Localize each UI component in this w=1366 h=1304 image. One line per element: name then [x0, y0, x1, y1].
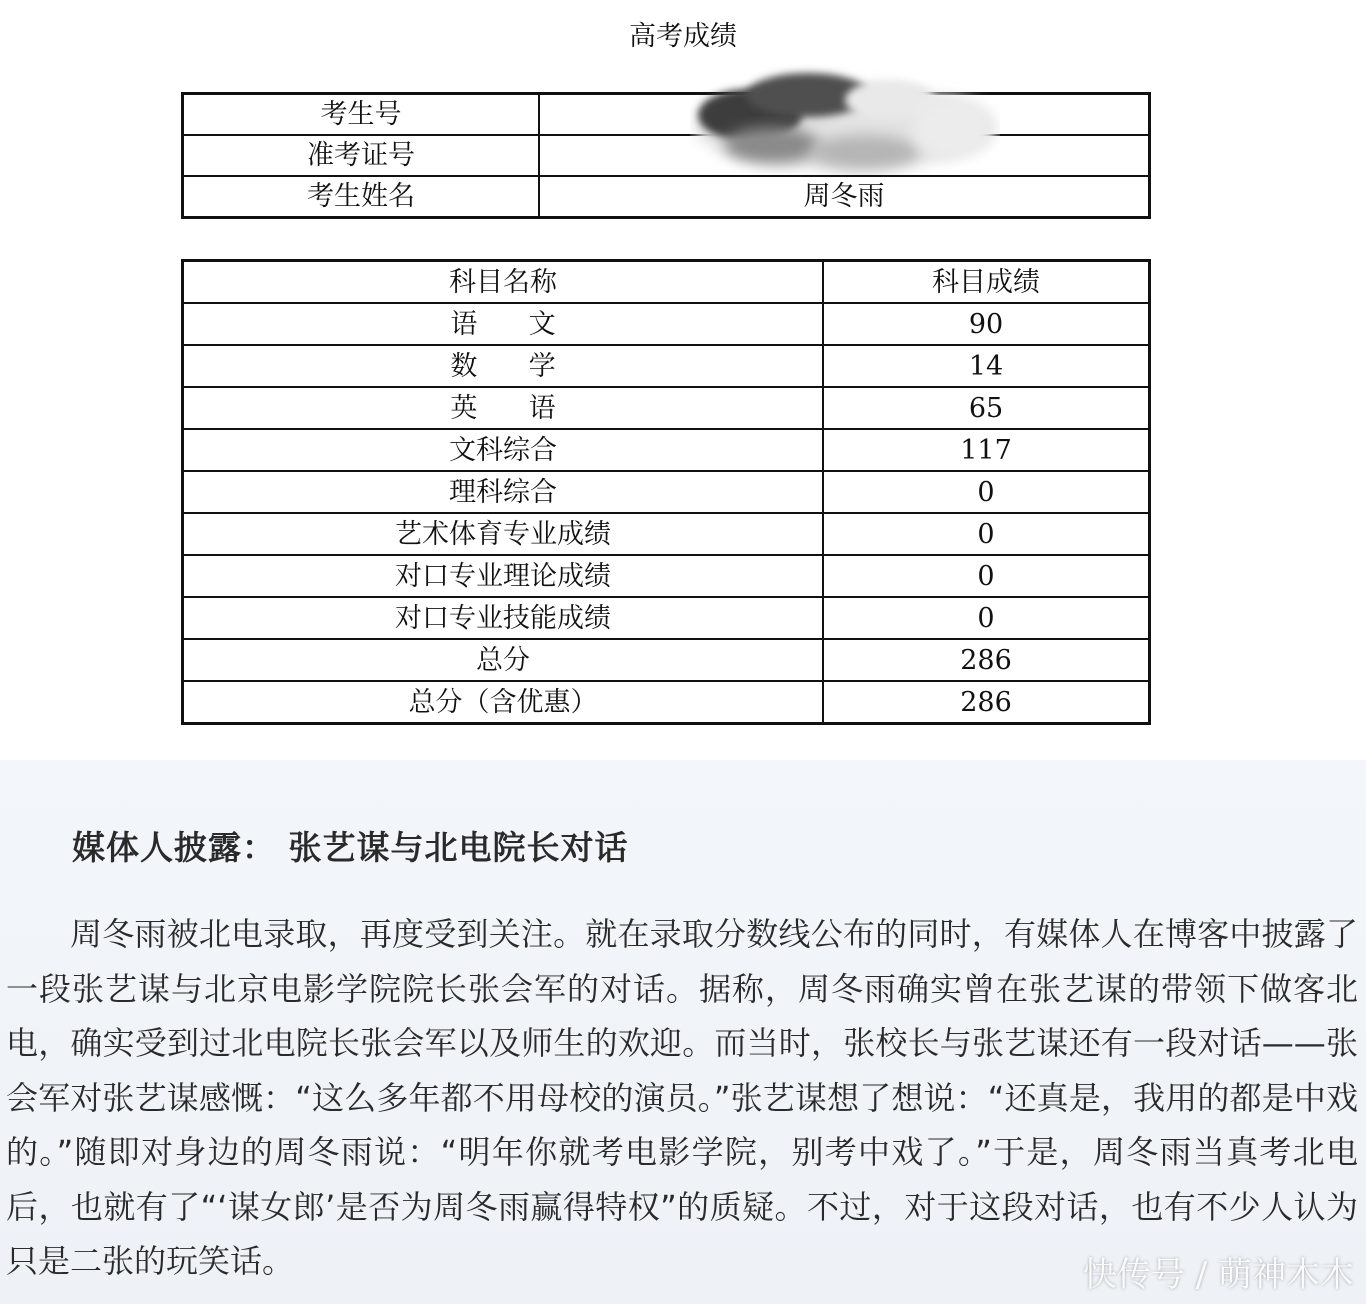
score-header: 科目成绩: [823, 261, 1150, 304]
total-label: 总分: [183, 639, 824, 681]
article-headline: 媒体人披露： 张艺谋与北电院长对话: [72, 828, 629, 867]
subject-score: 65: [968, 392, 1004, 424]
info-row: [183, 176, 1150, 218]
watermark: 快传号 / 萌神木木: [1082, 1255, 1354, 1295]
subject-score: 14: [968, 350, 1004, 382]
info-label: 考生号: [183, 94, 540, 136]
subject-name: 数学: [450, 350, 607, 382]
score-row: [183, 303, 1150, 345]
info-label: 考生姓名: [183, 176, 540, 218]
subject-name: 对口专业技能成绩: [183, 597, 824, 639]
score-row: [183, 345, 1150, 387]
info-row: [183, 94, 1150, 136]
subject-header: 科目名称: [183, 261, 824, 304]
subject-name: 语文: [450, 308, 607, 340]
subject-score: 117: [960, 434, 1012, 466]
score-header-row: [183, 261, 1150, 304]
score-row: [183, 555, 1150, 597]
document-title: 高考成绩: [629, 21, 737, 52]
info-row: [183, 135, 1150, 176]
subject-score: 0: [977, 476, 995, 508]
info-label: 准考证号: [183, 135, 540, 176]
candidate-info-table: [181, 92, 1151, 219]
info-value: [539, 94, 1150, 136]
subject-name: 艺术体育专业成绩: [183, 513, 824, 555]
score-row: [183, 597, 1150, 639]
score-row: [183, 639, 1150, 681]
total-with-bonus-score: 286: [960, 686, 1012, 718]
score-row: [183, 471, 1150, 513]
subject-name: 英语: [450, 392, 607, 424]
score-row: [183, 387, 1150, 429]
total-score: 286: [960, 644, 1012, 676]
subject-score: 0: [977, 602, 995, 634]
score-row: [183, 429, 1150, 471]
total-with-bonus-label: 总分（含优惠）: [183, 681, 824, 724]
info-value: [539, 135, 1150, 176]
article-paragraph: 周冬雨被北电录取，再度受到关注。就在录取分数线公布的同时，有媒体人在博客中披露了一段张艺谋与北京电影学院院长张会军的对话。据称，周冬雨确实曾在张艺谋的带领下做客北电，确实受到过北电院长张会军以及师生的欢迎。而当时，张校长与张艺谋还有一段对话——张会军对张艺谋感慨：“这么多年都不用母校的演员。”张艺谋想了想说：“还真是，我用的都是中戏的。”随即对身边的周冬雨说：“明年你就考电影学院，别考中戏了。”于是，周冬雨当真考北电后，也就有了“‘谋女郎’是否为周冬雨赢得特权”的质疑。不过，对于这段对话，也有不少人认为只是二张的玩笑话。: [6, 915, 1358, 1280]
subject-score: 0: [977, 518, 995, 550]
score-row: [183, 513, 1150, 555]
subject-score: 0: [977, 560, 995, 592]
subject-name: 文科综合: [183, 429, 824, 471]
subject-name: 对口专业理论成绩: [183, 555, 824, 597]
subject-score: 90: [968, 308, 1004, 340]
score-table: [181, 259, 1151, 725]
candidate-name: 周冬雨: [539, 176, 1150, 218]
score-row: [183, 681, 1150, 724]
subject-name: 理科综合: [183, 471, 824, 513]
